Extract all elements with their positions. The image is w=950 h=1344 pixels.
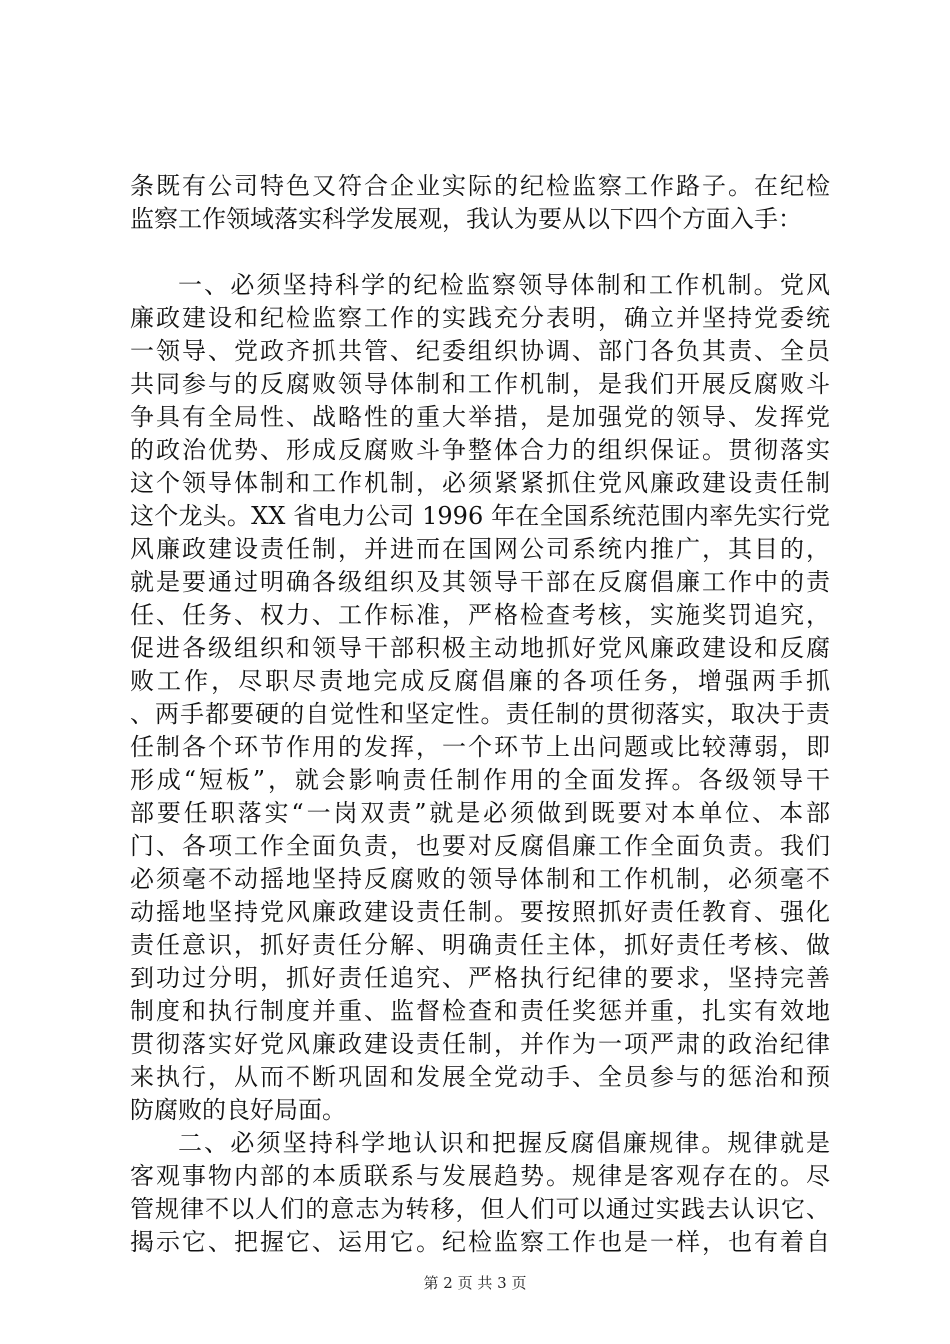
text-line: 二、必须坚持科学地认识和把握反腐倡廉规律。规律就是 <box>178 1129 830 1157</box>
text-line: 部要任职落实“一岗双责”就是必须做到既要对本单位、本部 <box>130 799 830 827</box>
text-line: 这个龙头。XX 省电力公司 1996 年在全国系统范围内率先实行党 <box>130 502 830 530</box>
text-line: 来执行，从而不断巩固和发展全党动手、全员参与的惩治和预 <box>130 1063 830 1091</box>
text-line: 一领导、党政齐抓共管、纪委组织协调、部门各负其责、全员 <box>130 337 830 365</box>
text-line: 到功过分明，抓好责任追究、严格执行纪律的要求，坚持完善 <box>130 964 830 992</box>
text-line: 共同参与的反腐败领导体制和工作机制，是我们开展反腐败斗 <box>130 370 830 398</box>
text-line: 、两手都要硬的自觉性和坚定性。责任制的贯彻落实，取决于责 <box>130 700 830 728</box>
text-line: 制度和执行制度并重、监督检查和责任奖惩并重，扎实有效地 <box>130 997 830 1025</box>
text-line: 门、各项工作全面负责，也要对反腐倡廉工作全面负责。我们 <box>130 832 830 860</box>
page-footer: 第 2 页 共 3 页 <box>423 1274 527 1292</box>
text-line: 败工作，尽职尽责地完成反腐倡廉的各项任务，增强两手抓 <box>130 667 830 695</box>
text-line: 任、任务、权力、工作标准，严格检查考核，实施奖罚追究， <box>130 601 830 629</box>
text-line: 客观事物内部的本质联系与发展趋势。规律是客观存在的。尽 <box>130 1162 830 1190</box>
text-line: 贯彻落实好党风廉政建设责任制，并作为一项严肃的政治纪律 <box>130 1030 830 1058</box>
text-line: 促进各级组织和领导干部积极主动地抓好党风廉政建设和反腐 <box>130 634 830 662</box>
text-line: 就是要通过明确各级组织及其领导干部在反腐倡廉工作中的责 <box>130 568 830 596</box>
text-line: 必须毫不动摇地坚持反腐败的领导体制和工作机制，必须毫不 <box>130 865 830 893</box>
text-line: 揭示它、把握它、运用它。纪检监察工作也是一样，也有着自 <box>130 1228 830 1256</box>
text-line: 责任意识，抓好责任分解、明确责任主体，抓好责任考核、做 <box>130 931 830 959</box>
text-line: 形成“短板”，就会影响责任制作用的全面发挥。各级领导干 <box>130 766 830 794</box>
text-line: 廉政建设和纪检监察工作的实践充分表明，确立并坚持党委统 <box>130 304 830 332</box>
text-line: 动摇地坚持党风廉政建设责任制。要按照抓好责任教育、强化 <box>130 898 830 926</box>
text-line: 的政治优势、形成反腐败斗争整体合力的组织保证。贯彻落实 <box>130 436 830 464</box>
text-line: 监察工作领域落实科学发展观，我认为要从以下四个方面入手： <box>130 205 802 233</box>
text-line: 任制各个环节作用的发挥，一个环节上出问题或比较薄弱，即 <box>130 733 830 761</box>
text-line: 风廉政建设责任制，并进而在国网公司系统内推广，其目的， <box>130 535 830 563</box>
text-line: 防腐败的良好局面。 <box>130 1096 346 1124</box>
text-line: 管规律不以人们的意志为转移，但人们可以通过实践去认识它、 <box>130 1195 830 1223</box>
text-line: 条既有公司特色又符合企业实际的纪检监察工作路子。在纪检 <box>130 172 830 200</box>
text-line: 一、必须坚持科学的纪检监察领导体制和工作机制。党风 <box>178 271 830 299</box>
text-line: 这个领导体制和工作机制，必须紧紧抓住党风廉政建设责任制 <box>130 469 830 497</box>
text-line: 争具有全局性、战略性的重大举措，是加强党的领导、发挥党 <box>130 403 830 431</box>
body-text <box>130 170 830 1259</box>
paragraph-gap <box>130 236 830 269</box>
